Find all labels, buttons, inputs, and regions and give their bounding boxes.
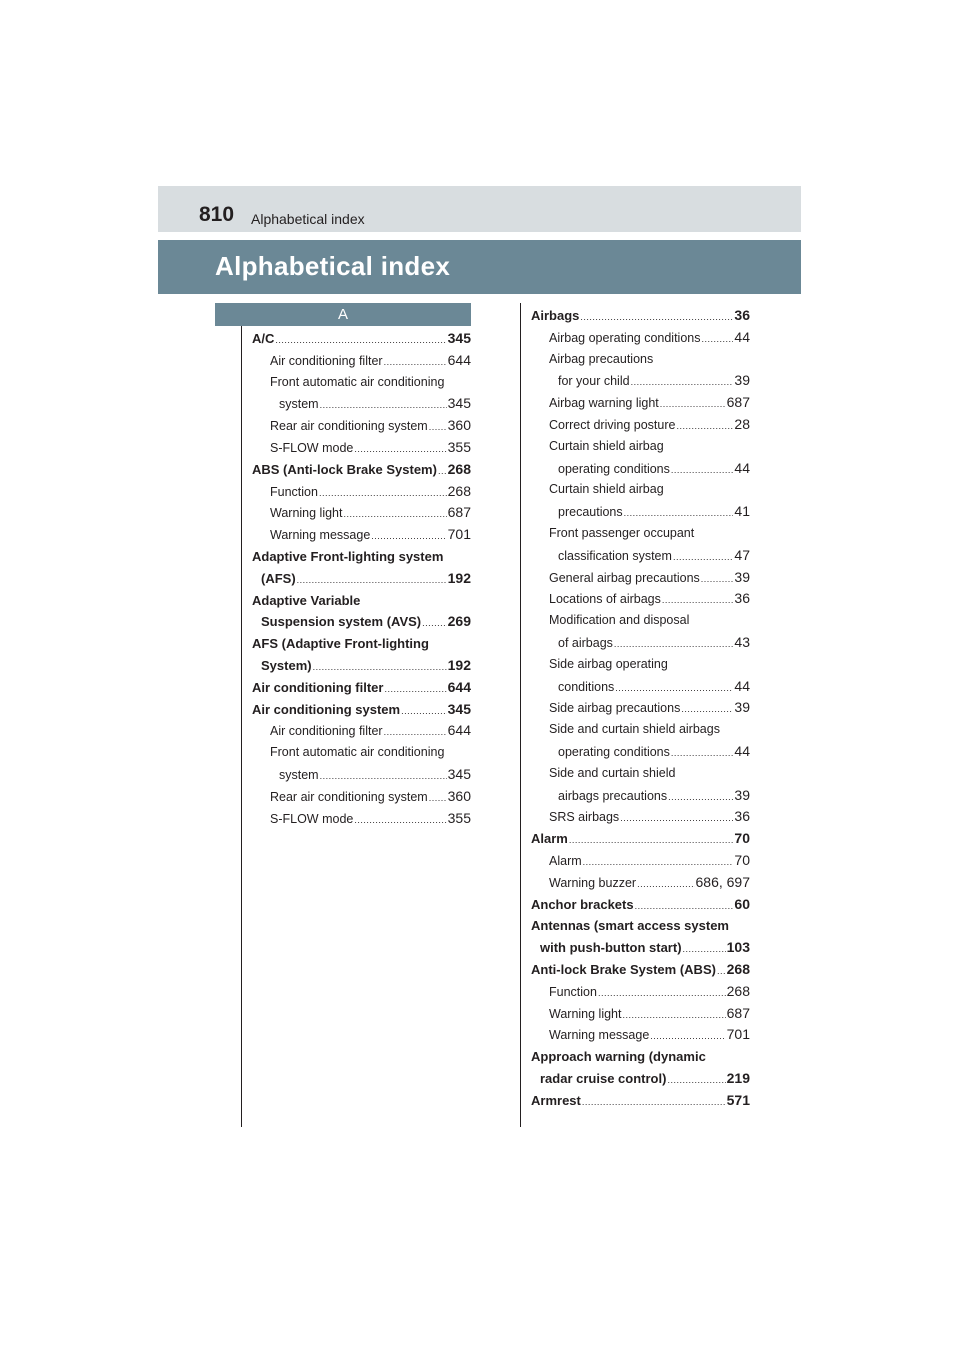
index-entry-page[interactable]: 355 [447, 809, 471, 826]
index-entry-heading: Side and curtain shield [549, 765, 676, 780]
index-entry-page[interactable]: 345 [447, 765, 471, 782]
dot-leader [371, 526, 446, 548]
index-entry-term: S-FLOW mode [270, 811, 354, 826]
index-entry-page[interactable]: 268 [447, 460, 471, 477]
index-entry [531, 828, 750, 850]
index-entry [531, 414, 750, 436]
index-entry-page[interactable]: 39 [734, 372, 750, 389]
dot-leader [650, 1026, 725, 1048]
dot-leader [667, 1070, 725, 1092]
index-entry-term: Warning light [549, 1006, 622, 1021]
index-entry [252, 699, 471, 721]
index-entry-heading: Side and curtain shield airbags [549, 722, 720, 737]
dot-leader [614, 634, 734, 656]
index-entry-heading: Adaptive Front-lighting system [252, 548, 444, 564]
index-entry-term: Rear air conditioning system [270, 419, 428, 434]
index-entry-term: Correct driving posture [549, 417, 676, 432]
index-entry-page[interactable]: 36 [734, 307, 750, 323]
index-entry [531, 327, 750, 349]
dot-leader [297, 570, 447, 592]
index-entry-heading: Antennas (smart access system [531, 918, 729, 934]
index-entry-page[interactable]: 103 [726, 939, 750, 956]
index-entry-page[interactable]: 360 [447, 787, 471, 804]
page-number: 810 [199, 203, 235, 226]
index-entry-term: Side airbag precautions [549, 701, 681, 716]
index-entry-page[interactable]: 345 [447, 330, 471, 346]
dot-leader [598, 983, 726, 1005]
index-entry-page[interactable]: 36 [734, 590, 750, 607]
letter-heading: A [215, 303, 471, 326]
index-entry [531, 872, 750, 894]
index-entry-page[interactable]: 644 [447, 722, 471, 739]
index-entry [252, 393, 471, 415]
index-entry [531, 1003, 750, 1025]
header-section-title: Alphabetical index [251, 211, 365, 227]
index-entry [252, 502, 471, 524]
page-title: Alphabetical index [215, 251, 451, 281]
dot-leader [429, 788, 447, 810]
dot-leader [384, 679, 446, 701]
index-entry-page[interactable]: 268 [726, 960, 750, 977]
index-entry-term: Air conditioning filter [252, 679, 384, 695]
index-entry [531, 1068, 750, 1090]
dot-leader [320, 766, 447, 788]
index-entry-page[interactable]: 701 [447, 526, 471, 543]
index-entry-page[interactable]: 192 [447, 656, 471, 673]
index-entry [531, 741, 750, 763]
index-entry-page[interactable]: 687 [726, 1004, 750, 1021]
index-entry [252, 350, 471, 372]
dot-leader [615, 678, 733, 700]
index-entry [531, 458, 750, 480]
index-entry [531, 959, 750, 981]
dot-leader [620, 808, 733, 830]
index-entry-term: with push-button start) [540, 940, 682, 956]
dot-leader [354, 810, 446, 832]
index-entry [252, 481, 471, 503]
index-entry-page[interactable]: 39 [734, 699, 750, 716]
index-entry-heading: Adaptive Variable [252, 592, 361, 608]
index-entry-term: system [279, 767, 319, 782]
index-entry-term: classification system [558, 548, 672, 563]
index-entry [252, 437, 471, 459]
index-entry-page[interactable]: 70 [734, 851, 750, 868]
index-entry-term: Air conditioning filter [270, 724, 383, 739]
index-entry [252, 415, 471, 437]
index-entry-heading: Airbag precautions [549, 351, 654, 366]
dot-leader [635, 896, 734, 918]
dot-leader [384, 352, 447, 374]
index-entry-page[interactable]: 269 [447, 613, 471, 630]
dot-leader [344, 504, 447, 526]
index-entry [531, 632, 750, 654]
index-entry-page[interactable]: 355 [447, 438, 471, 455]
index-entry-heading: AFS (Adaptive Front-lighting [252, 636, 429, 652]
index-entry-heading: Front passenger occupant [549, 525, 695, 540]
index-entry [531, 370, 750, 392]
dot-leader [429, 417, 447, 439]
dot-leader [582, 1092, 726, 1114]
index-entry-term: conditions [558, 679, 615, 694]
dot-leader [660, 394, 726, 416]
index-entry-page[interactable]: 345 [447, 395, 471, 412]
dot-leader [673, 547, 733, 569]
index-entry [252, 720, 471, 742]
index-entry-page[interactable]: 44 [734, 459, 750, 476]
dot-leader [384, 722, 447, 744]
index-entry-term: Function [270, 484, 318, 499]
dot-leader [320, 395, 447, 417]
index-entry-page[interactable]: 192 [447, 569, 471, 586]
dot-leader [624, 503, 734, 525]
index-entry-term: A/C [252, 331, 275, 346]
index-entry-term: Warning buzzer [549, 875, 637, 890]
index-entry-heading: Side airbag operating [549, 656, 668, 671]
index-entry-heading: Front automatic air conditioning [270, 745, 445, 760]
index-entry-term: Warning light [270, 506, 343, 521]
dot-leader [631, 372, 734, 394]
index-entry [252, 328, 471, 350]
index-entry [531, 588, 750, 610]
index-entry [252, 568, 471, 590]
index-entry-term: Locations of airbags [549, 592, 661, 607]
index-entry-page[interactable]: 41 [734, 503, 750, 520]
index-entry-term: Suspension system (AVS) [261, 614, 422, 630]
index-entry-heading: Curtain shield airbag [549, 482, 664, 497]
dot-leader [702, 329, 734, 351]
dot-leader [438, 461, 447, 483]
index-entry [252, 764, 471, 786]
dot-leader [623, 1005, 726, 1027]
index-entry-page[interactable]: 39 [734, 568, 750, 585]
dot-leader [354, 439, 446, 461]
dot-leader [671, 743, 734, 765]
index-entry [252, 611, 471, 633]
index-entry-term: system [279, 397, 319, 412]
dot-leader [637, 874, 694, 896]
index-entry [531, 894, 750, 916]
index-entry-page[interactable]: 70 [734, 830, 750, 847]
index-entry-term: Warning message [549, 1028, 650, 1043]
index-entry-term: ABS (Anti-lock Brake System) [252, 461, 437, 477]
index-entry-page[interactable]: 43 [734, 633, 750, 650]
dot-leader [662, 590, 734, 612]
index-entry-heading: Curtain shield airbag [549, 438, 664, 453]
dot-leader [313, 657, 447, 679]
index-entry [531, 697, 750, 719]
dot-leader [422, 613, 447, 635]
index-entry-term: Warning message [270, 528, 371, 543]
dot-leader [275, 330, 446, 352]
index-entry [252, 786, 471, 808]
index-entry [531, 937, 750, 959]
index-entry [531, 501, 750, 523]
dot-leader [676, 416, 733, 438]
index-entry [531, 785, 750, 807]
index-entry-page[interactable]: 687 [726, 394, 750, 411]
index-entry [531, 676, 750, 698]
dot-leader [683, 939, 726, 961]
index-entry-page[interactable]: 687 [447, 504, 471, 521]
index-entry [252, 524, 471, 546]
index-entry-term: Air conditioning system [252, 701, 401, 717]
index-entry-term: General airbag precautions [549, 570, 700, 585]
index-entry-term: for your child [558, 374, 630, 389]
index-entry-page[interactable]: 345 [447, 700, 471, 717]
index-entry-page[interactable]: 686, 697 [695, 873, 750, 890]
index-entry-page[interactable]: 44 [734, 742, 750, 759]
index-entry-term: of airbags [558, 635, 613, 650]
dot-leader [681, 699, 733, 721]
index-entry-page[interactable]: 44 [734, 677, 750, 694]
dot-leader [583, 852, 734, 874]
index-entry [252, 808, 471, 830]
column-divider-middle [520, 303, 521, 1127]
index-column-left [252, 328, 471, 829]
index-entry-term: Alarm [531, 831, 568, 847]
index-entry-term: Airbag warning light [549, 396, 659, 411]
index-entry-term: Airbags [531, 308, 580, 323]
index-entry [252, 655, 471, 677]
index-entry-term: SRS airbags [549, 810, 620, 825]
index-entry-term: radar cruise control) [540, 1070, 667, 1086]
index-entry-term: Airbag operating conditions [549, 330, 701, 345]
index-entry-term: operating conditions [558, 461, 670, 476]
index-entry-page[interactable]: 36 [734, 808, 750, 825]
index-entry-page[interactable]: 47 [734, 546, 750, 563]
dot-leader [401, 701, 447, 723]
index-entry-page[interactable]: 44 [734, 328, 750, 345]
dot-leader [671, 460, 734, 482]
index-entry-page[interactable]: 644 [447, 351, 471, 368]
index-entry-term: Anchor brackets [531, 896, 634, 912]
index-entry-page[interactable]: 701 [726, 1026, 750, 1043]
column-divider-left [241, 303, 242, 1127]
index-entry-term: Anti-lock Brake System (ABS) [531, 961, 716, 977]
dot-leader [668, 787, 733, 809]
index-entry [531, 567, 750, 589]
index-entry-page[interactable]: 644 [447, 678, 471, 695]
index-entry-heading: Front automatic air conditioning [270, 374, 445, 389]
index-entry [531, 1090, 750, 1112]
index-entry [252, 459, 471, 481]
index-entry-term: Function [549, 984, 597, 999]
index-entry [531, 806, 750, 828]
index-entry-page[interactable]: 219 [726, 1069, 750, 1086]
index-entry-term: precautions [558, 505, 623, 520]
index-entry-page[interactable]: 60 [734, 895, 750, 912]
index-entry [531, 1024, 750, 1046]
index-entry-page[interactable]: 571 [726, 1091, 750, 1108]
index-entry-page[interactable]: 39 [734, 786, 750, 803]
index-entry-term: airbags precautions [558, 788, 668, 803]
index-entry-page[interactable]: 28 [734, 415, 750, 432]
index-entry-page[interactable]: 268 [447, 482, 471, 499]
index-entry-heading: Modification and disposal [549, 613, 690, 628]
index-entry [531, 981, 750, 1003]
index-entry [531, 392, 750, 414]
index-entry-heading: Approach warning (dynamic [531, 1049, 706, 1065]
dot-leader [717, 961, 726, 983]
index-entry [252, 677, 471, 699]
index-entry-term: operating conditions [558, 744, 670, 759]
index-entry-page[interactable]: 268 [726, 982, 750, 999]
index-entry-term: (AFS) [261, 570, 296, 586]
index-entry [531, 850, 750, 872]
index-column-right [531, 305, 750, 1111]
index-entry-term: Air conditioning filter [270, 353, 383, 368]
index-entry-term: Rear air conditioning system [270, 789, 428, 804]
dot-leader [580, 307, 733, 329]
index-entry-term: Alarm [549, 853, 582, 868]
dot-leader [569, 830, 734, 852]
index-entry-term: System) [261, 657, 312, 673]
index-entry-page[interactable]: 360 [447, 417, 471, 434]
index-entry-term: S-FLOW mode [270, 440, 354, 455]
dot-leader [319, 483, 447, 505]
index-entry-term: Armrest [531, 1092, 581, 1108]
index-entry [531, 305, 750, 327]
index-entry [531, 545, 750, 567]
dot-leader [701, 569, 734, 591]
